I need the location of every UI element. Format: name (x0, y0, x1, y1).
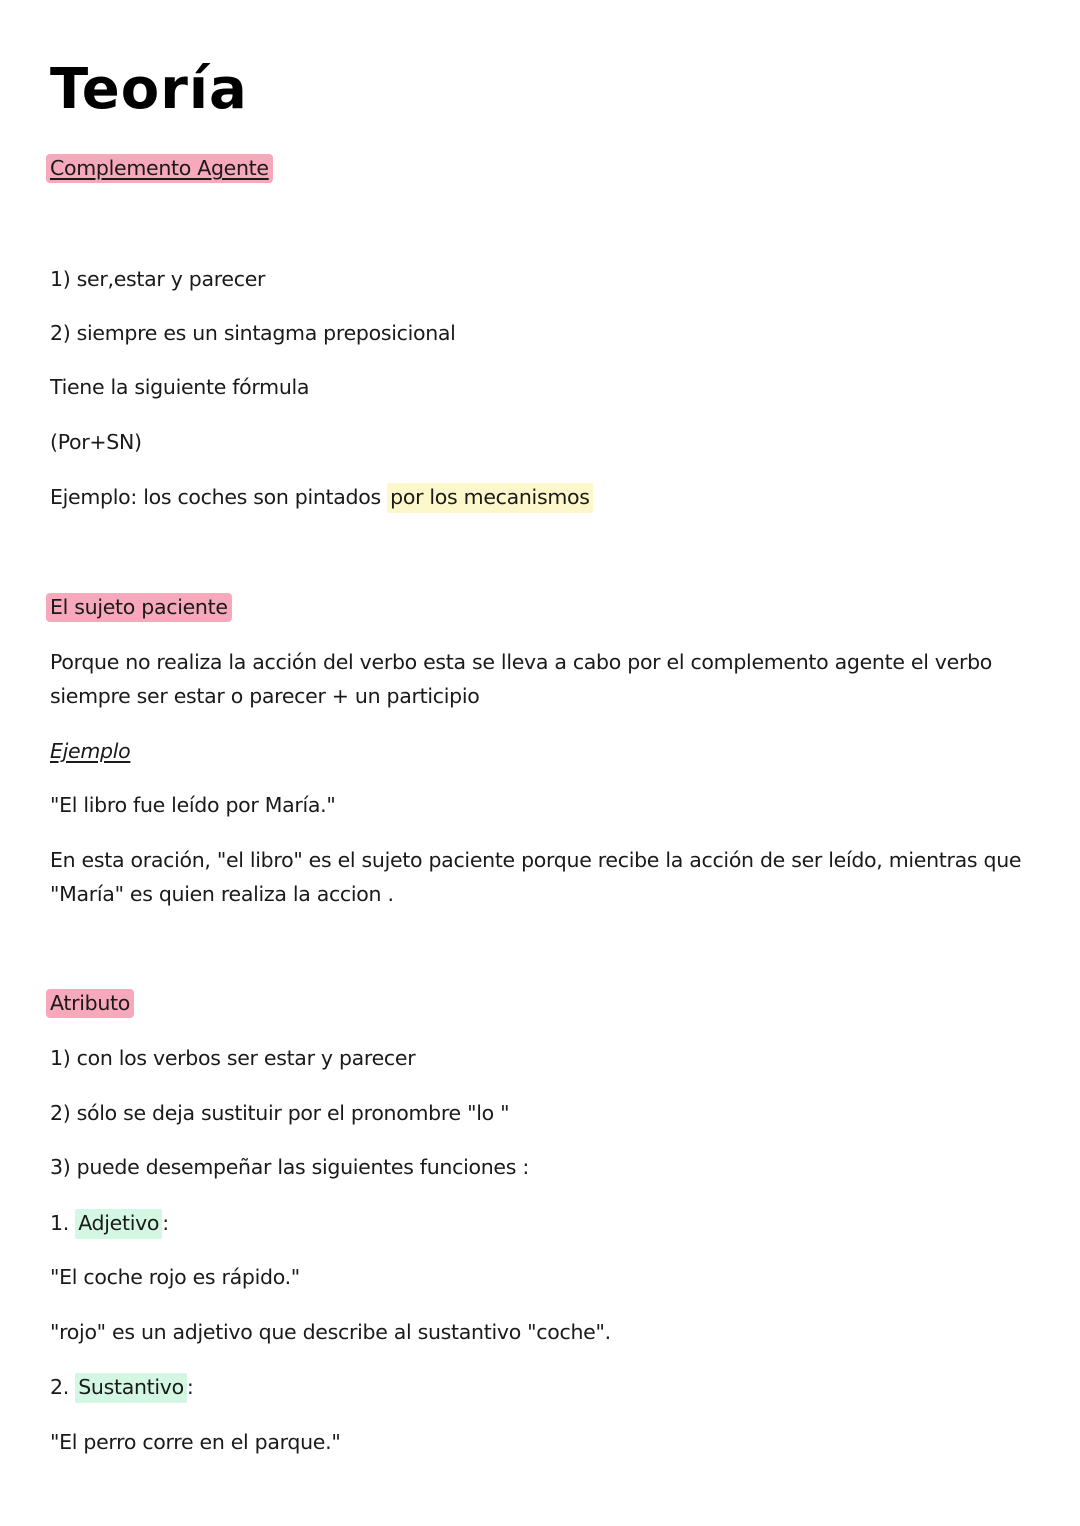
heading-highlight: Complemento Agente (46, 154, 273, 183)
function-example: "El perro corre en el parque." (50, 1430, 341, 1454)
formula: (Por+SN) (50, 430, 142, 454)
section-heading-complemento-agente (50, 151, 273, 185)
example-label-text: Ejemplo (50, 739, 131, 763)
list-item: 1) ser,estar y parecer (50, 267, 266, 291)
function-suffix: : (186, 1375, 194, 1399)
function-label-highlight: Adjetivo (75, 1209, 162, 1239)
list-item: 1) con los verbos ser estar y parecer (50, 1046, 416, 1070)
function-item-adjetivo (50, 1206, 169, 1240)
function-example: "El coche rojo es rápido." (50, 1265, 300, 1289)
list-item: 2) siempre es un sintagma preposicional (50, 321, 456, 345)
example-sentence: "El libro fue leído por María." (50, 793, 336, 817)
list-item: 2) sólo se deja sustituir por el pronombre "lo " (50, 1101, 510, 1125)
heading-highlight: El sujeto paciente (46, 593, 232, 622)
section-heading-sujeto-paciente (50, 590, 232, 624)
section-heading-atributo (50, 986, 134, 1020)
function-suffix: : (162, 1211, 169, 1235)
heading-highlight: Atributo (46, 989, 134, 1018)
list-item: 3) puede desempeñar las siguientes funciones : (50, 1155, 529, 1179)
function-number: 1. (50, 1211, 76, 1235)
function-explanation: "rojo" es un adjetivo que describe al sustantivo "coche". (50, 1320, 611, 1344)
description-paragraph: Porque no realiza la acción del verbo esta se lleva a cabo por el complemento agente el verbo siempre ser estar o parecer + un participio (50, 650, 993, 708)
example-prefix: Ejemplo: los coches son pintados (50, 485, 388, 509)
example-label (50, 734, 130, 768)
formula-intro: Tiene la siguiente fórmula (50, 375, 310, 399)
function-label-highlight: Sustantivo (75, 1373, 187, 1403)
page-title: Teoría (50, 57, 248, 122)
example-line (50, 480, 593, 514)
function-number: 2. (50, 1375, 76, 1399)
explanation-paragraph: En esta oración, "el libro" es el sujeto paciente porque recibe la acción de ser leído, mientras que "María" es quien realiza la accion . (50, 848, 1022, 906)
example-highlight: por los mecanismos (387, 483, 593, 513)
function-item-sustantivo (50, 1370, 193, 1404)
